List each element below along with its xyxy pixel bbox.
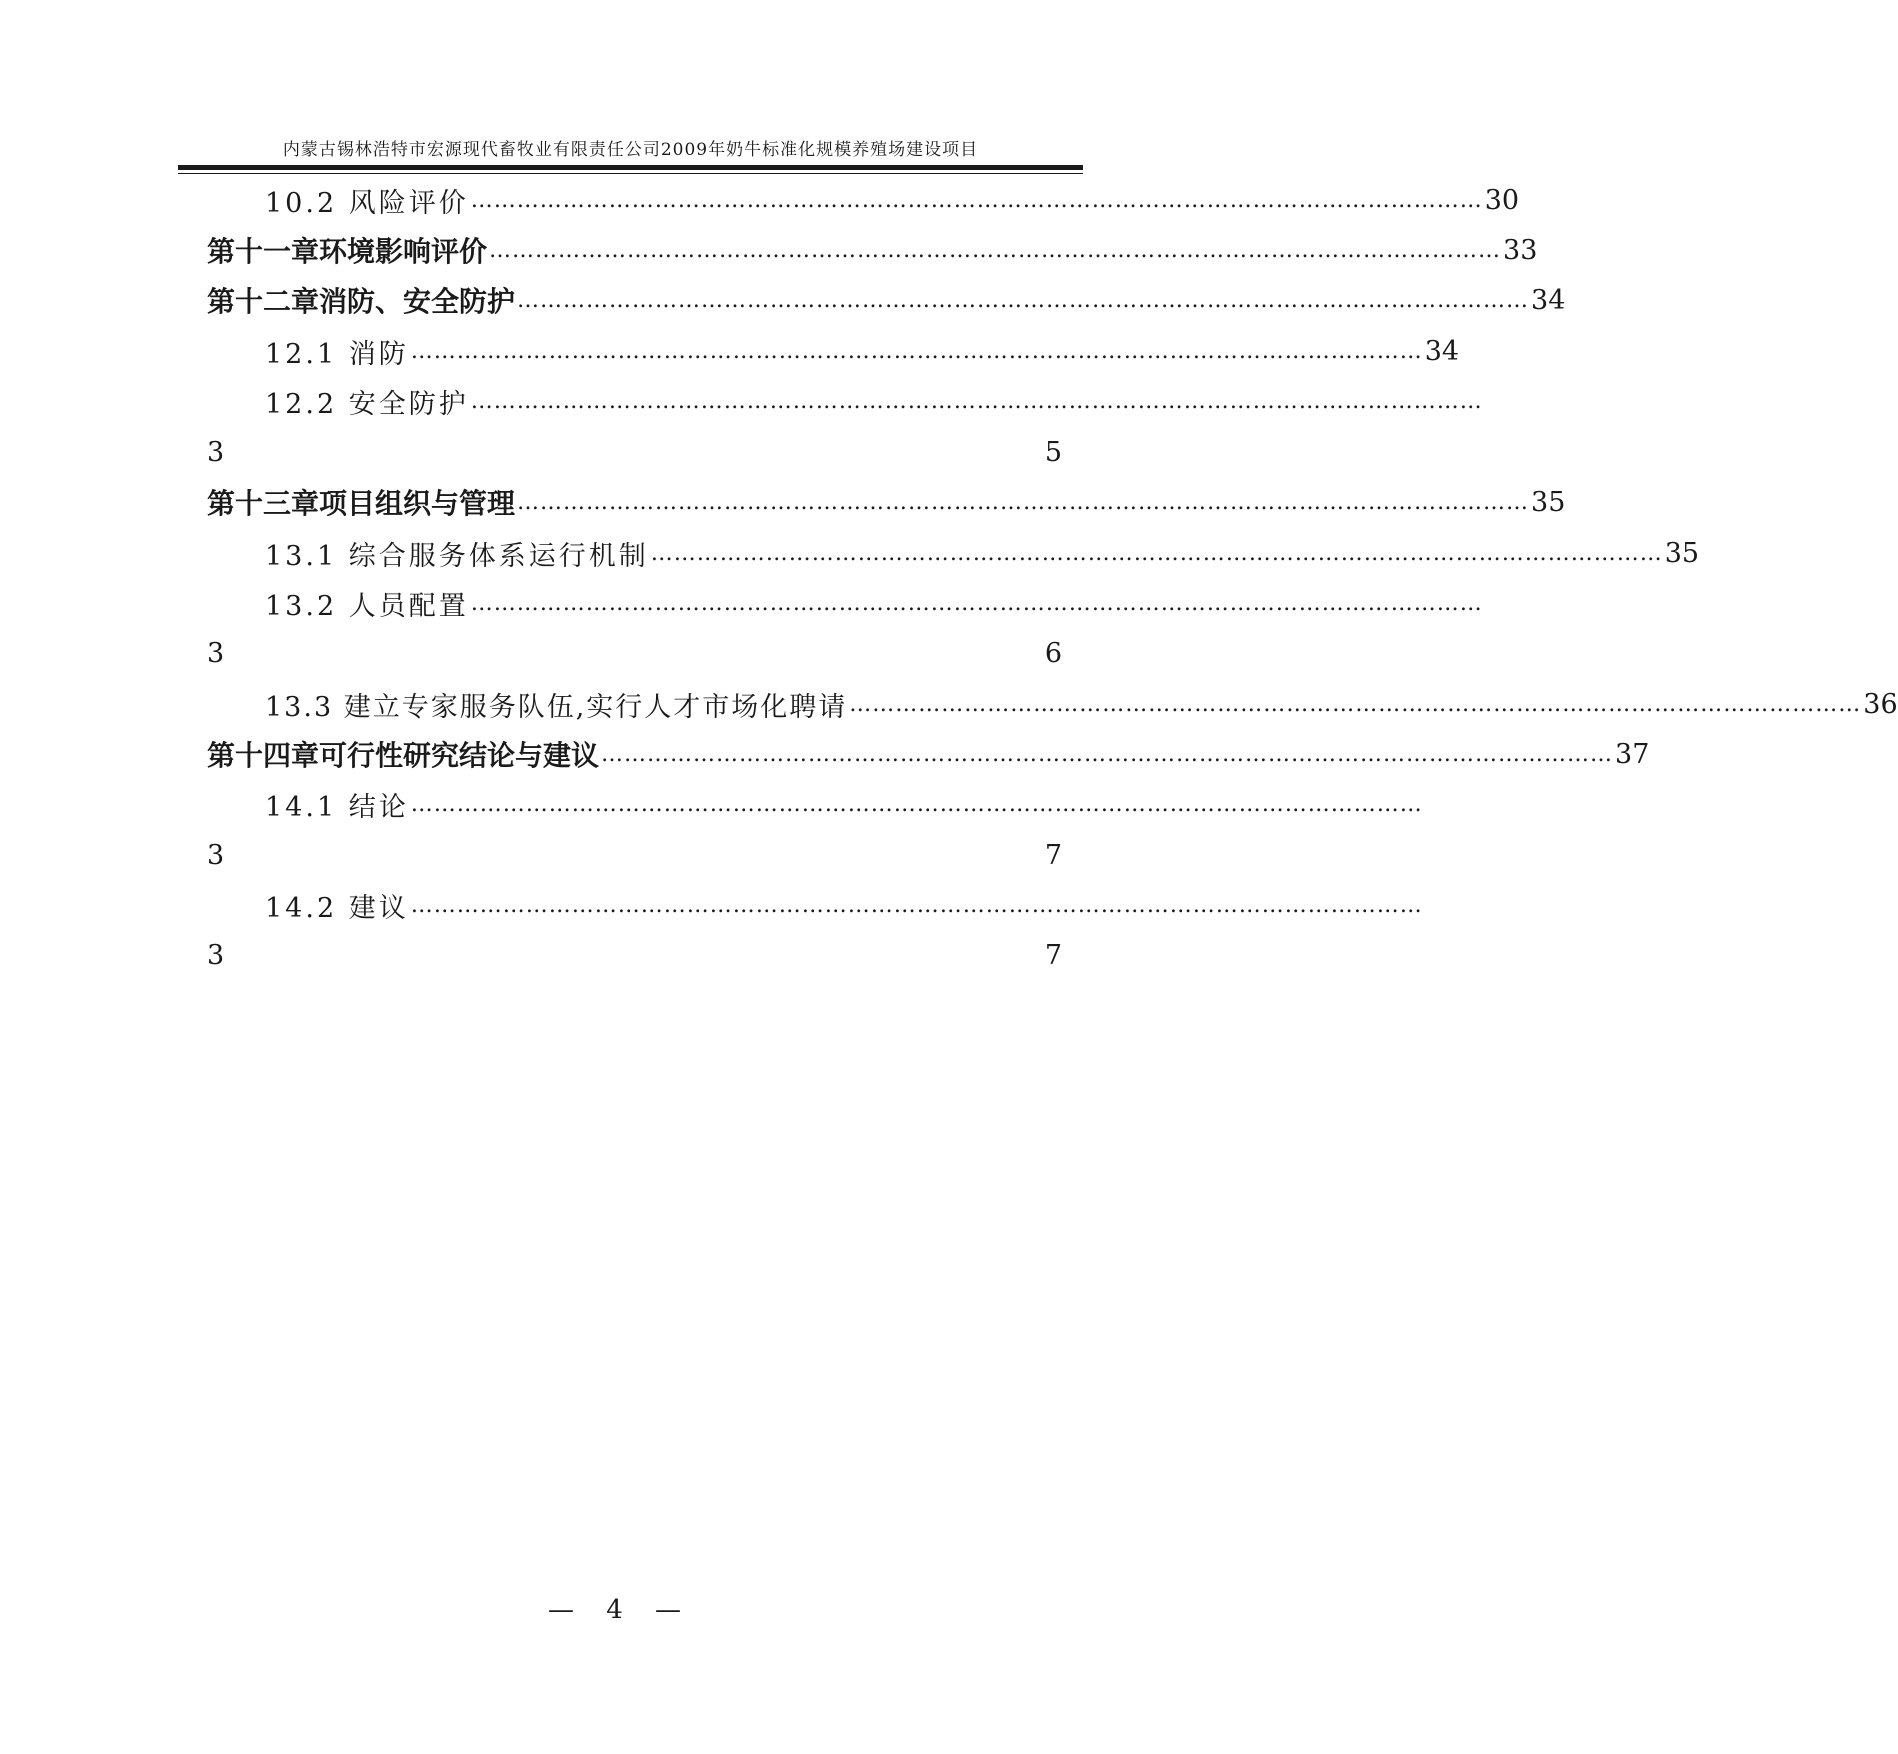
leader-dots: …………………………………………………………………………………………………………………… bbox=[849, 691, 1862, 717]
toc-chapter-title: 可行性研究结论与建议 bbox=[319, 739, 600, 772]
toc-entry-12-2[interactable] bbox=[207, 373, 1483, 429]
toc-entry-page-left: 3 bbox=[207, 637, 225, 669]
leader-dots: …………………………………………………………………………………………………………………… bbox=[410, 338, 1423, 364]
toc-entry-label: 12.1 消防 bbox=[265, 338, 409, 370]
toc-entry-label: 12.2 安全防护 bbox=[265, 388, 469, 420]
toc-entry-14-1[interactable] bbox=[207, 776, 1423, 832]
toc-entry-page-right: 6 bbox=[1044, 637, 1062, 669]
toc-entry-page-left: 3 bbox=[207, 939, 225, 971]
toc-chapter-14[interactable] bbox=[207, 726, 1650, 782]
toc-entry-13-3[interactable] bbox=[207, 676, 1898, 732]
toc-entry-page-right: 7 bbox=[1044, 939, 1062, 971]
toc-entry-14-2-page-wrap bbox=[207, 927, 1062, 983]
toc-chapter-11[interactable] bbox=[207, 222, 1538, 278]
leader-dots: …………………………………………………………………………………………………………………… bbox=[470, 388, 1483, 414]
toc-entry-label: 13.1 综合服务体系运行机制 bbox=[265, 540, 649, 572]
toc-entry-page-right: 7 bbox=[1044, 839, 1062, 871]
toc-chapter-title: 环境影响评价 bbox=[319, 235, 488, 268]
toc-entry-page: 37 bbox=[1615, 738, 1650, 770]
toc-entry-page: 35 bbox=[1531, 486, 1566, 518]
toc-entry-page: 30 bbox=[1484, 184, 1520, 216]
toc-entry-page-right: 5 bbox=[1044, 436, 1062, 468]
toc-chapter-title: 项目组织与管理 bbox=[319, 487, 516, 520]
leader-dots: …………………………………………………………………………………………………………………… bbox=[650, 540, 1663, 566]
toc-entry-14-1-page-wrap bbox=[207, 827, 1062, 883]
toc-chapter-12[interactable] bbox=[207, 272, 1566, 328]
page-number-footer: — 4 — bbox=[547, 1595, 694, 1625]
leader-dots: …………………………………………………………………………………………………………………… bbox=[517, 489, 1530, 515]
toc-entry-label: 14.1 结论 bbox=[265, 791, 409, 823]
toc-entry-page: 36 bbox=[1863, 688, 1898, 720]
toc-chapter-number: 第十四章 bbox=[207, 739, 320, 772]
toc-chapter-13[interactable] bbox=[207, 474, 1566, 530]
toc-entry-page: 34 bbox=[1531, 284, 1566, 316]
toc-entry-label: 10.2 风险评价 bbox=[265, 187, 469, 219]
toc-chapter-number: 第十三章 bbox=[207, 487, 320, 520]
toc-entry-page: 33 bbox=[1503, 234, 1538, 266]
toc-entry-label: 13.2 人员配置 bbox=[265, 590, 469, 622]
toc-entry-10-2[interactable] bbox=[207, 172, 1520, 228]
toc-entry-12-2-page-wrap bbox=[207, 424, 1062, 480]
toc-entry-14-2[interactable] bbox=[207, 877, 1423, 933]
leader-dots: …………………………………………………………………………………………………………………… bbox=[489, 237, 1502, 263]
toc-chapter-title: 消防、安全防护 bbox=[319, 285, 516, 318]
leader-dots: …………………………………………………………………………………………………………………… bbox=[410, 892, 1423, 918]
leader-dots: …………………………………………………………………………………………………………………… bbox=[470, 187, 1483, 213]
toc-entry-page-left: 3 bbox=[207, 436, 225, 468]
toc-entry-page: 34 bbox=[1424, 335, 1460, 367]
toc-entry-13-2[interactable] bbox=[207, 575, 1483, 631]
toc-entry-page: 35 bbox=[1664, 537, 1700, 569]
toc-entry-13-1[interactable] bbox=[207, 525, 1700, 581]
leader-dots: …………………………………………………………………………………………………………………… bbox=[601, 741, 1614, 767]
leader-dots: …………………………………………………………………………………………………………………… bbox=[410, 791, 1423, 817]
toc-entry-13-2-page-wrap bbox=[207, 625, 1062, 681]
page-header-title: 内蒙古锡林浩特市宏源现代畜牧业有限责任公司2009年奶牛标准化规模养殖场建设项目 bbox=[282, 140, 979, 160]
toc-chapter-number: 第十一章 bbox=[207, 235, 320, 268]
toc-entry-12-1[interactable] bbox=[207, 323, 1460, 379]
header-rule-thick bbox=[178, 165, 1083, 170]
toc-entry-page-left: 3 bbox=[207, 839, 225, 871]
leader-dots: …………………………………………………………………………………………………………………… bbox=[517, 287, 1530, 313]
toc-entry-label: 13.3 建立专家服务队伍,实行人才市场化聘请 bbox=[265, 691, 848, 723]
leader-dots: …………………………………………………………………………………………………………………… bbox=[470, 590, 1483, 616]
toc-chapter-number: 第十二章 bbox=[207, 285, 320, 318]
toc-entry-label: 14.2 建议 bbox=[265, 892, 409, 924]
